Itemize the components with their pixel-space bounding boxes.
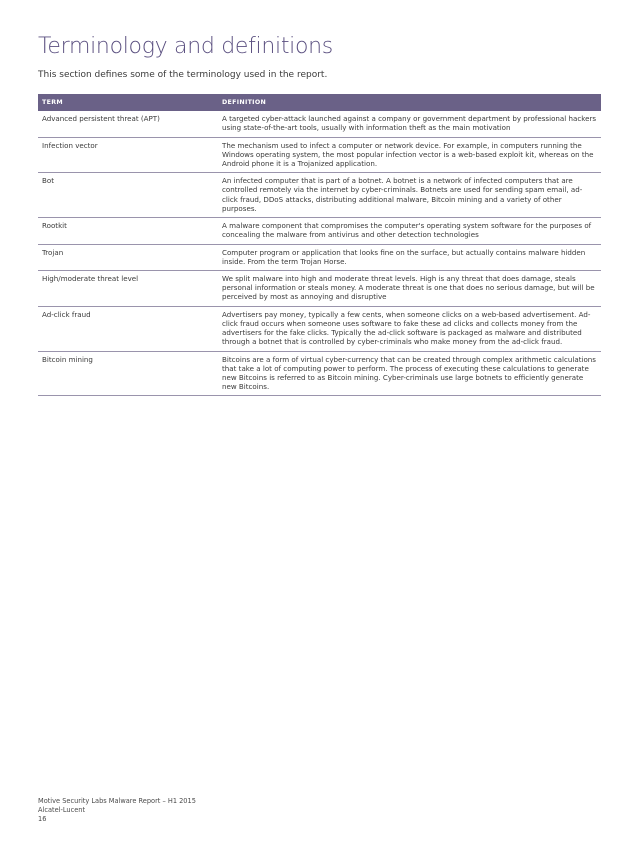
terminology-table — [38, 94, 601, 396]
table-header-row — [38, 94, 601, 111]
page-footer — [38, 797, 196, 824]
definition-cell: Computer program or application that looks fine on the surface, but actually contains malware hidden inside. From the term Trojan Horse. — [218, 244, 601, 270]
footer-page-number: 16 — [38, 814, 47, 823]
term-cell: Rootkit — [38, 218, 218, 244]
intro-text: This section defines some of the terminology used in the report. — [38, 70, 328, 80]
definition-cell: Advertisers pay money, typically a few cents, when someone clicks on a web-based advertisement. Ad-click fraud occurs when someone uses software to fake these ad clicks and collects money from the advertisers for the fake clicks. Typically the ad-click software is packaged as malware and distributed through a botnet that is controlled by cyber-criminals who make money from the ad-click fraud. — [218, 306, 601, 351]
term-cell: Ad-click fraud — [38, 306, 218, 351]
table-row — [38, 351, 601, 396]
definition-cell: A targeted cyber-attack launched against a company or government department by professional hackers using state-of-the-art tools, usually with information theft as the main motivation — [218, 111, 601, 137]
table-row — [38, 306, 601, 351]
page-title: Terminology and definitions — [38, 34, 333, 59]
term-cell: Advanced persistent threat (APT) — [38, 111, 218, 137]
term-column-header: TERM — [38, 94, 218, 111]
table-row — [38, 271, 601, 307]
table-row — [38, 173, 601, 218]
term-cell: High/moderate threat level — [38, 271, 218, 307]
table-row — [38, 218, 601, 244]
footer-report-title: Motive Security Labs Malware Report – H1 2015 — [38, 797, 196, 805]
footer-company: Alcatel-Lucent — [38, 805, 86, 814]
term-cell: Trojan — [38, 244, 218, 270]
definition-cell: A malware component that compromises the computer's operating system software for the purposes of concealing the malware from antivirus and other detection technologies — [218, 218, 601, 244]
term-cell: Bitcoin mining — [38, 351, 218, 396]
definition-cell: An infected computer that is part of a botnet. A botnet is a network of infected computers that are controlled remotely via the internet by cyber-criminals. Botnets are used for sending spam email, ad-click fraud, DDoS attacks, distributing additional malware, Bitcoin mining and a variety of other purposes. — [218, 173, 601, 218]
term-cell: Infection vector — [38, 137, 218, 173]
term-cell: Bot — [38, 173, 218, 218]
definition-cell: We split malware into high and moderate threat levels. High is any threat that does damage, steals personal information or steals money. A moderate threat is one that does no serious damage, but will be perceived by most as annoying and disruptive — [218, 271, 601, 307]
table-row — [38, 244, 601, 270]
table-row — [38, 137, 601, 173]
definition-cell: The mechanism used to infect a computer or network device. For example, in computers running the Windows operating system, the most popular infection vector is a web-based exploit kit, whereas on the Android phone it is a Trojanized application. — [218, 137, 601, 173]
definition-column-header: DEFINITION — [218, 94, 601, 111]
table-row — [38, 111, 601, 137]
definition-cell: Bitcoins are a form of virtual cyber-currency that can be created through complex arithmetic calculations that take a lot of computing power to perform. The process of executing these calculations to generate new Bitcoins is referred to as Bitcoin mining. Cyber-criminals use large botnets to efficiently generate new Bitcoins. — [218, 351, 601, 396]
